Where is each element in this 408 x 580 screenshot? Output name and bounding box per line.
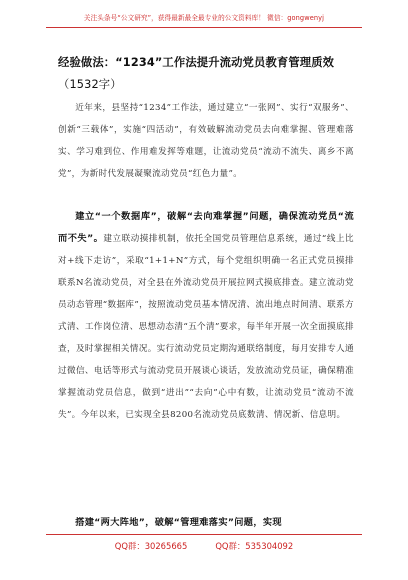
paragraph-positions (58, 512, 354, 534)
header-divider (46, 27, 362, 28)
paragraph-database (58, 206, 354, 426)
header-banner: 关注头条号“公文研究”，获得最新最全最专业的公文资料库！ 微信：gongwenyj (83, 14, 325, 22)
footer-contacts (0, 540, 408, 552)
paragraph-intro: 近年来，县坚持“1234”工作法，通过建立“一张网”、实行“双服务”、创新“三载体”，实施“四活动”，有效破解流动党员去向难掌握、管理难落实、学习难到位、作用难发挥等难题，让流动党员“流动不流失、离乡不离党”，为新时代发展凝聚流动党员“红色力量”。 (58, 103, 354, 179)
title-word-count: （1532字） (58, 78, 122, 91)
paragraph-positions-heading: 搭建“两大阵地”，破解“管理难落实”问题，实现 (75, 517, 282, 528)
footer-qq-group-2: QQ群：535304092 (215, 541, 294, 551)
paragraph-database-body: 建立联动摸排机制，依托全国党员管理信息系统，通过“线上比对+线下走访”，采取“1+1+N”方式，每个党组织明确一名正式党员摸排联系N名流动党员，对全县在外流动党员开展拉网式摸底排查。建立流动党员动态管理“数据库”，按照流动党员基本情况清、流出地点时间清、联系方式清、工作岗位清、思想动态清“五个清”要求，每半年开展一次全面摸底排查，及时掌握相关情况。实行流动党员定期沟通联络制度，每月安排专人通过微信、电话等形式与流动党员开展谈心谈话，发放流动党员证，确保精准掌握流动党员信息，做到“进出”“去向”心中有数，让流动党员“流动不流失”。今年以来，已实现全县8200名流动党员底数清、情况新、信息明。 (58, 234, 354, 420)
footer-qq-group-1: QQ群：30265665 (114, 541, 188, 551)
footer-divider (46, 534, 362, 535)
title-main: 经验做法：“1234”工作法提升流动党员教育管理质效 (58, 56, 335, 69)
paragraph-database-heading: 建立“一个数据库”，破解“去向难掌握”问题，确保流动党员“流而不失”。 (58, 211, 354, 244)
document-title (58, 52, 354, 96)
